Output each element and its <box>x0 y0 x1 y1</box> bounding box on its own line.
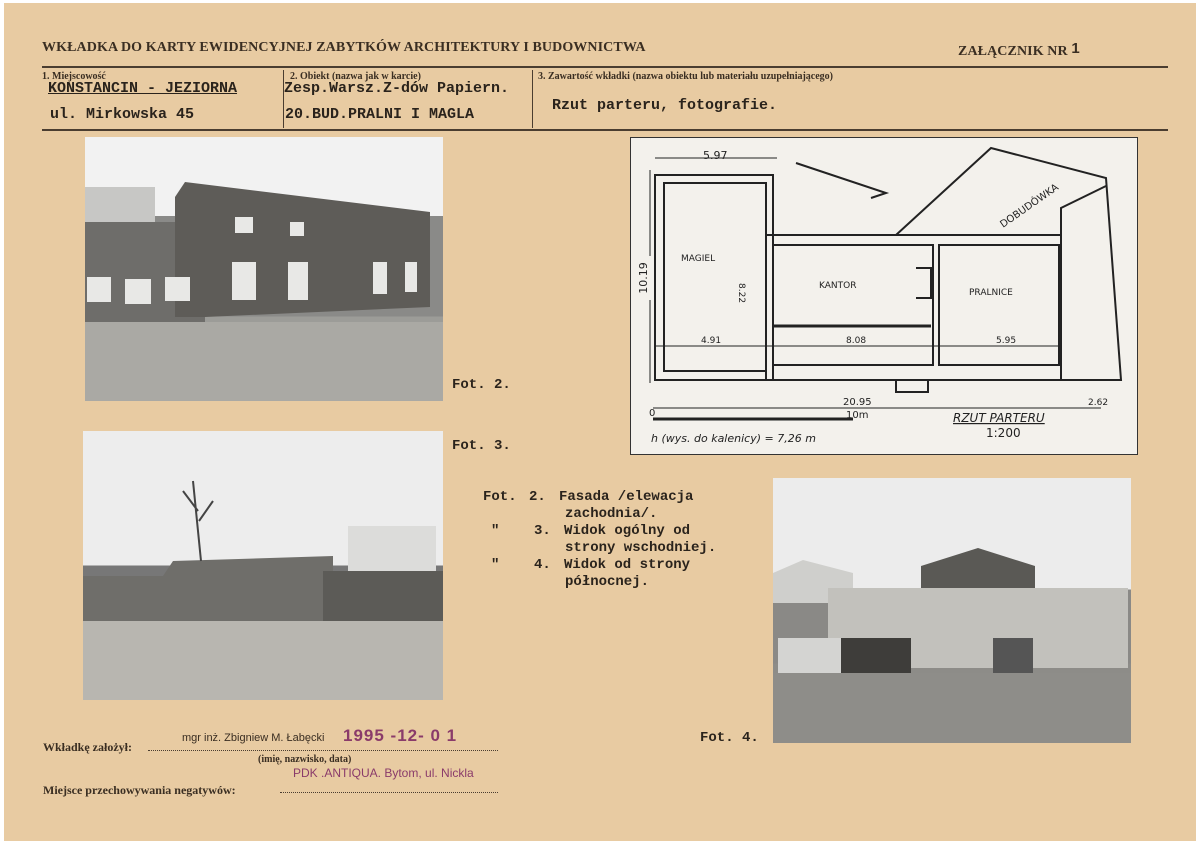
founded-by-label: Wkładkę założył: <box>43 740 132 754</box>
caption-mark: Fot. <box>483 489 517 505</box>
caption-num: 3. <box>534 523 551 539</box>
photo-general-view-east <box>83 431 443 700</box>
object-value-2: 20.BUD.PRALNI I MAGLA <box>285 106 475 123</box>
photo-west-facade <box>85 137 443 401</box>
photo-2-label: Fot. 2. <box>452 377 511 393</box>
attachment-label <box>958 40 1080 60</box>
photo-3-label: Fot. 3. <box>452 438 511 454</box>
caption-4 <box>483 557 716 574</box>
caption-3 <box>483 523 716 540</box>
name-hint: (imię, nazwisko, data) <box>258 754 352 765</box>
floor-plan-drawing <box>631 138 1137 454</box>
sheet-title: WKŁADKA DO KARTY EWIDENCYJNEJ ZABYTKÓW ARCHITEKTURY I BUDOWNICTWA <box>42 40 646 55</box>
caption-mark: " <box>491 557 500 573</box>
label-dobudowka: DOBUDÓWKA <box>998 182 1061 231</box>
negatives-label: Miejsce przechowywania negatywów: <box>43 783 236 797</box>
room-magiel: MAGIEL <box>681 254 716 264</box>
caption-text: północnej. <box>565 574 650 590</box>
contents-label: 3. Zawartość wkładki (nazwa obiektu lub materiału uzupełniającego) <box>538 71 834 82</box>
locality-label: 1. Miejscowość <box>42 71 106 82</box>
locality-value: KONSTANCIN - JEZIORNA <box>48 80 238 97</box>
caption-text: zachodnia/. <box>565 506 658 522</box>
dim-total: 20.95 <box>843 397 872 408</box>
dim-808: 8.08 <box>846 336 867 346</box>
dim-491: 4.91 <box>701 336 722 346</box>
yard-photo-sketch <box>83 431 443 700</box>
caption-text: Widok od strony <box>564 557 691 573</box>
founded-by-line <box>148 750 498 751</box>
plan-scale: 1:200 <box>986 426 1021 440</box>
contents-value: Rzut parteru, fotografie. <box>552 97 778 114</box>
bottom-rule <box>42 129 1168 131</box>
caption-text: Widok ogólny od <box>564 523 691 539</box>
divider <box>532 70 533 128</box>
top-rule <box>42 66 1168 68</box>
photo-north-view <box>773 478 1131 743</box>
negatives-stamp: PDK .ANTIQUA. Bytom, ul. Nickla <box>293 766 474 780</box>
photo-4-label: Fot. 4. <box>700 730 759 746</box>
caption-text: Fasada /elewacja <box>559 489 694 505</box>
object-label: 2. Obiekt (nazwa jak w karcie) <box>290 71 421 82</box>
dim-595: 5.95 <box>996 336 1017 346</box>
address-value: ul. Mirkowska 45 <box>50 106 195 123</box>
author-stamp: mgr inż. Zbigniew M. Łabęcki <box>182 732 325 744</box>
dim-inner: 8.22 <box>736 283 746 304</box>
caption-mark: " <box>491 523 500 539</box>
room-pralnice: PRALNICE <box>969 288 1013 298</box>
plan-title: RZUT PARTERU <box>953 411 1045 425</box>
scale-zero: 0 <box>649 408 656 419</box>
courtyard-photo-sketch <box>773 478 1131 743</box>
height-note: h (wys. do kalenicy) = 7,26 m <box>651 432 816 445</box>
scale-10m: 10m <box>846 410 869 421</box>
building-photo-sketch <box>85 137 443 401</box>
dim-left: 10.19 <box>637 262 650 294</box>
caption-num: 2. <box>529 489 546 505</box>
negatives-line <box>280 792 498 793</box>
attachment-number: 1 <box>1071 40 1080 57</box>
dim-262: 2.62 <box>1088 398 1109 408</box>
caption-num: 4. <box>534 557 551 573</box>
photo-captions <box>483 489 716 591</box>
attachment-label-text: ZAŁĄCZNIK NR <box>958 44 1068 59</box>
caption-2 <box>483 489 716 506</box>
caption-text: strony wschodniej. <box>565 540 717 556</box>
date-stamp: 1995 -12- 0 1 <box>343 726 458 745</box>
divider <box>283 70 284 128</box>
dim-top: 5.97 <box>703 149 728 162</box>
room-kantor: KANTOR <box>819 281 857 291</box>
object-value: Zesp.Warsz.Z-dów Papiern. <box>284 80 510 97</box>
ground-floor-plan <box>630 137 1138 455</box>
